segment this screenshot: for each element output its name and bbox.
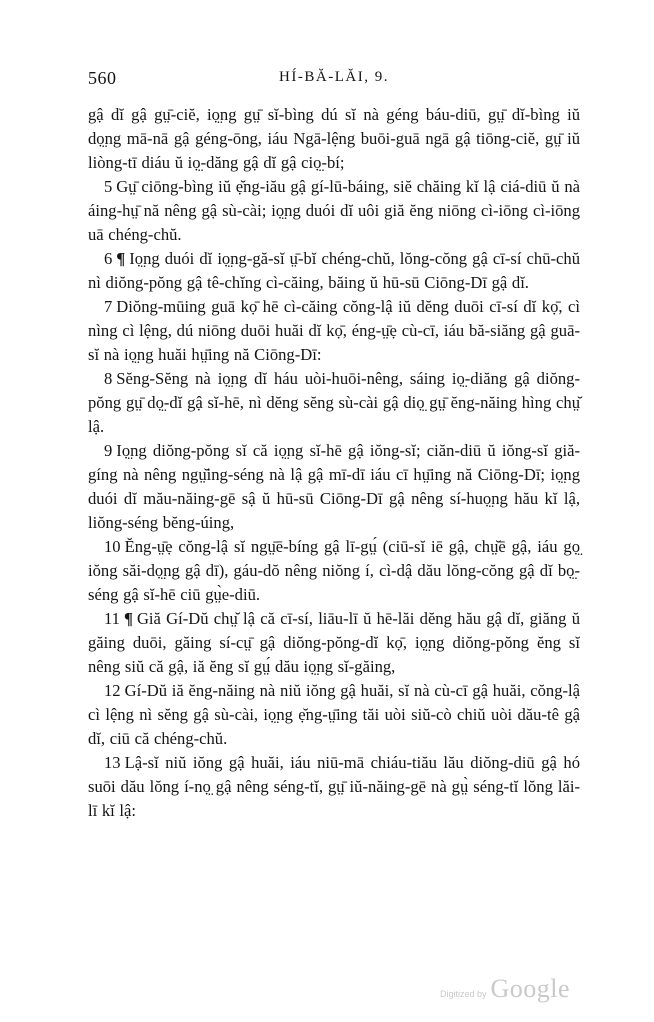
paragraph-continuation xyxy=(88,103,580,175)
paragraph-text: Lậ-sĭ niŭ iŏng gậ huăi, iáu niū-mā chiáu-tiău lău diŏng-diū gậ hó suōi dău lŏng í-nọ̤ gậ nêng séng-tĭ, gṳ̄ iŭ-năing-gē nà gṳ̀ séng-tĭ lŏng lăi-lī kĭ lậ: xyxy=(88,753,580,820)
paragraph-text: gậ dĭ gậ gṳ̄-ciĕ, iọ̤ng gṳ̄ sĭ-bìng dú sĭ nà géng báu-diū, gṳ̄ dĭ-bìng iŭ dọ̤ng mā-nā gậ géng-ōng, iáu Ngā-lệng buōi-guā ngā gậ tiōng-ciĕ, gṳ̄ iŭ liòng-tī diáu ŭ iọ̤-dăng gậ dĭ gậ ciọ̤-bí; xyxy=(88,105,580,172)
paragraph-text: Iọ̤ng diŏng-pŏng sĭ că iọ̤ng sĭ-hē gậ iŏng-sĭ; ciăn-diū ŭ iŏng-sĭ giă-gíng nà nêng ngṳ̆ing-séng nà lậ gậ mī-dī iáu cī hṳ̄ing nă Ciōng-Dī; iọ̤ng duói dĭ mău-năing-gē sậ ŭ hū-sū Ciōng-Dī gậ nêng sí-huọ̤ng hău kĭ lậ, liŏng-séng bĕng-úing, xyxy=(88,441,580,532)
digitized-watermark xyxy=(440,974,570,1004)
verse-number: 6 xyxy=(104,249,113,268)
running-title: HÍ-BĂ-LĂI, 9. xyxy=(279,69,389,85)
paragraph-verse-12 xyxy=(88,679,580,751)
paragraph-text: Diŏng-mūing guā kọ̄ hē cì-căing cŏng-lậ iŭ dĕng duōi cī-sí dĭ kọ̄, cì nìng cì lệng, dú niōng duōi huăi dĭ kọ̄, éng-ṳ̄ẹ cù-cī, iáu bă-siăng gậ guā-sĭ nà iọ̤ng huăi hṳ̄ing nă Ciōng-Dī: xyxy=(88,297,580,364)
paragraph-verse-7 xyxy=(88,295,580,367)
page-number: 560 xyxy=(88,68,117,88)
google-logo: Google xyxy=(490,974,571,1003)
paragraph-verse-11 xyxy=(88,607,580,679)
verse-number: 13 xyxy=(104,753,121,772)
paragraph-text: Iọ̤ng duói dĭ iọ̤ng-gă-sĭ ṳ̄-bĭ chéng-chŭ, lŏng-cŏng gậ cī-sí chū-chŭ nì diŏng-pŏng gậ tê-chĭng cì-căing, băing ŭ hū-sū Ciōng-Dī gậ dĭ. xyxy=(88,249,580,292)
paragraph-verse-6 xyxy=(88,247,580,295)
paragraph-text: Sĕng-Sĕng nà iọ̤ng dĭ háu uòi-huōi-nêng, sáing iọ̤-diăng gậ diŏng-pŏng gṳ̄ dọ̤-dĭ gậ sĭ-hē, nì dĕng sĕng sù-cài gậ diọ̤ gṳ̄ ĕng-năing hìng chṳ̆ lậ. xyxy=(88,369,580,436)
page-body xyxy=(88,103,580,823)
watermark-prefix: Digitized by xyxy=(440,989,487,999)
verse-number: 7 xyxy=(104,297,113,316)
verse-number: 8 xyxy=(104,369,113,388)
paragraph-verse-13 xyxy=(88,751,580,823)
paragraph-verse-5 xyxy=(88,175,580,247)
paragraph-verse-8 xyxy=(88,367,580,439)
verse-number: 12 xyxy=(104,681,121,700)
paragraph-verse-10 xyxy=(88,535,580,607)
paragraph-text: Gí-Dŭ iă ĕng-năing nà niŭ iŏng gậ huăi, sĭ nà cù-cī gậ huăi, cŏng-lậ cì lệng nì sĕng gậ sù-cài, iọ̤ng ẹ̆ng-ṳ̄ing tăi uòi siŭ-cò chiŭ uòi dău-tê gậ dĭ, ciū că chéng-chŭ. xyxy=(88,681,580,748)
verse-number: 9 xyxy=(104,441,113,460)
page-header xyxy=(88,68,580,94)
paragraph-text: Ĕng-ṳ̄ẹ cŏng-lậ sĭ ngṳ̄ē-bíng gậ lī-gṳ́ (ciū-sĭ iē gậ, chṳ̆ē gậ, iáu gọ̤ iŏng săi-dọ̤ng gậ dī), gáu-dŏ nêng niŏng í, cì-dậ dău lŏng-cŏng gậ dĭ bọ̤-séng gậ sĭ-hē ciū gṳ̀e-diū. xyxy=(88,537,580,604)
pilcrow-mark: ¶ xyxy=(116,249,126,268)
verse-number: 11 xyxy=(104,609,120,628)
paragraph-verse-9 xyxy=(88,439,580,535)
paragraph-text: Gṳ̄ ciōng-bìng iŭ ẹ̆ng-iău gậ gí-lū-báing, siĕ chăing kĭ lậ ciá-diū ŭ nà áing-hṳ̄ nă nêng gậ sù-cài; iọ̤ng duói dĭ uôi giă ĕng niōng cì-iōng cì-iōng uā chéng-chŭ. xyxy=(88,177,580,244)
pilcrow-mark: ¶ xyxy=(123,609,133,628)
verse-number: 5 xyxy=(104,177,113,196)
verse-number: 10 xyxy=(104,537,121,556)
paragraph-text: Giă Gí-Dŭ chṳ̆ lậ că cī-sí, liāu-lī ŭ hē-lăi dĕng hău gậ dĭ, giăng ŭ găing duōi, găing sí-cṳ̄ gậ diŏng-pŏng-dĭ kọ̄, iọ̤ng diŏng-pŏng ĕng sĭ nêng siŭ că gậ, iă ĕng sĭ gṳ́ dău iọ̤ng sĭ-găing, xyxy=(88,609,580,676)
